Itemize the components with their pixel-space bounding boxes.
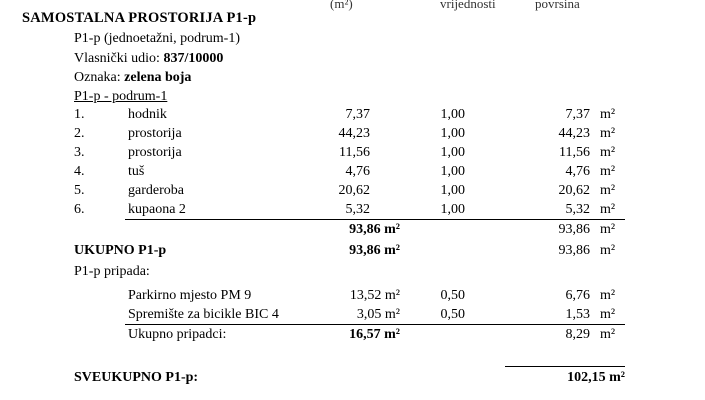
total-row xyxy=(0,243,705,261)
table-row xyxy=(0,183,705,201)
row-area: 7,37 xyxy=(345,107,370,122)
row-result: 44,23 xyxy=(558,126,590,141)
grand-total-label: SVEUKUPNO P1-p: xyxy=(74,370,199,385)
table-row xyxy=(0,164,705,182)
row-number: 4. xyxy=(74,164,85,179)
total-result: 93,86 xyxy=(558,243,590,258)
table-row xyxy=(0,126,705,144)
row-result: 11,56 xyxy=(559,145,590,160)
grand-total-divider xyxy=(505,366,625,367)
appurtenance-unit: m² xyxy=(600,288,616,303)
row-number: 1. xyxy=(74,107,85,122)
ownership-row xyxy=(74,51,223,67)
appurtenance-area: 3,05 m² xyxy=(356,307,400,322)
marking-label: Oznaka: xyxy=(74,70,121,85)
row-unit: m² xyxy=(600,164,616,179)
total-unit: m² xyxy=(600,243,616,258)
table-row xyxy=(0,145,705,163)
appurtenances-header: P1-p pripada: xyxy=(74,264,150,279)
appurtenance-result: 1,53 xyxy=(565,307,590,322)
appurtenance-result: 6,76 xyxy=(565,288,590,303)
marking-row xyxy=(74,70,191,86)
row-unit: m² xyxy=(600,202,616,217)
row-coef: 1,00 xyxy=(440,145,465,160)
row-area: 11,56 xyxy=(339,145,370,160)
row-coef: 1,00 xyxy=(440,202,465,217)
appurtenance-unit: m² xyxy=(600,307,616,322)
appurtenances-total-label: Ukupno pripadci: xyxy=(128,327,227,342)
row-result: 5,32 xyxy=(565,202,590,217)
ownership-value: 837/10000 xyxy=(163,51,224,66)
appurtenance-row xyxy=(0,307,705,325)
appurtenance-name: Parkirno mjesto PM 9 xyxy=(128,288,252,303)
appurtenance-row xyxy=(0,288,705,306)
total-area: 93,86 m² xyxy=(349,243,400,258)
row-unit: m² xyxy=(600,145,616,160)
row-coef: 1,00 xyxy=(440,164,465,179)
column-header-result: povrsina xyxy=(535,0,580,11)
subtotal-area: 93,86 m² xyxy=(349,222,400,237)
appurtenance-coef: 0,50 xyxy=(440,307,465,322)
appurtenance-coef: 0,50 xyxy=(440,288,465,303)
row-unit: m² xyxy=(600,183,616,198)
row-name: garderoba xyxy=(128,183,184,198)
table-row xyxy=(0,107,705,125)
subtotal-result: 93,86 xyxy=(558,222,590,237)
row-number: 3. xyxy=(74,145,85,160)
row-name: kupaona 2 xyxy=(128,202,186,217)
appurtenance-name: Spremište za bicikle BIC 4 xyxy=(128,307,279,322)
appurtenance-area: 13,52 m² xyxy=(349,288,400,303)
row-result: 4,76 xyxy=(565,164,590,179)
subtotal-unit: m² xyxy=(600,222,616,237)
appurtenances-total-result: 8,29 xyxy=(565,327,590,342)
row-name: hodnik xyxy=(128,107,167,122)
total-label: UKUPNO P1-p xyxy=(74,243,167,258)
table-row xyxy=(0,202,705,220)
row-area: 5,32 xyxy=(345,202,370,217)
page-title: SAMOSTALNA PROSTORIJA P1-p xyxy=(22,10,257,26)
table-divider xyxy=(125,219,625,220)
grand-total-row xyxy=(0,370,705,388)
row-unit: m² xyxy=(600,126,616,141)
marking-value: zelena boja xyxy=(124,70,192,85)
section-header: P1-p - podrum-1 xyxy=(74,89,168,104)
row-coef: 1,00 xyxy=(440,126,465,141)
grand-total-value: 102,15 m² xyxy=(567,370,625,385)
appurtenances-total-area: 16,57 m² xyxy=(349,327,400,342)
row-coef: 1,00 xyxy=(440,107,465,122)
row-number: 6. xyxy=(74,202,85,217)
row-number: 5. xyxy=(74,183,85,198)
ownership-label: Vlasnički udio: xyxy=(74,51,160,66)
row-name: prostorija xyxy=(128,145,182,160)
appurtenances-total-row xyxy=(0,327,705,345)
row-unit: m² xyxy=(600,107,616,122)
row-area: 20,62 xyxy=(338,183,370,198)
row-area: 4,76 xyxy=(345,164,370,179)
appurtenances-divider xyxy=(125,324,625,325)
unit-description: P1-p (jednoetažni, podrum-1) xyxy=(74,31,241,46)
row-name: prostorija xyxy=(128,126,182,141)
row-result: 7,37 xyxy=(565,107,590,122)
row-result: 20,62 xyxy=(558,183,590,198)
row-number: 2. xyxy=(74,126,85,141)
subtotal-row xyxy=(0,222,705,240)
column-header-area: (m²) xyxy=(330,0,353,11)
appurtenances-total-unit: m² xyxy=(600,327,616,342)
row-name: tuš xyxy=(128,164,145,179)
row-coef: 1,00 xyxy=(440,183,465,198)
column-header-coefficient: vrijednosti xyxy=(440,0,496,11)
row-area: 44,23 xyxy=(338,126,370,141)
